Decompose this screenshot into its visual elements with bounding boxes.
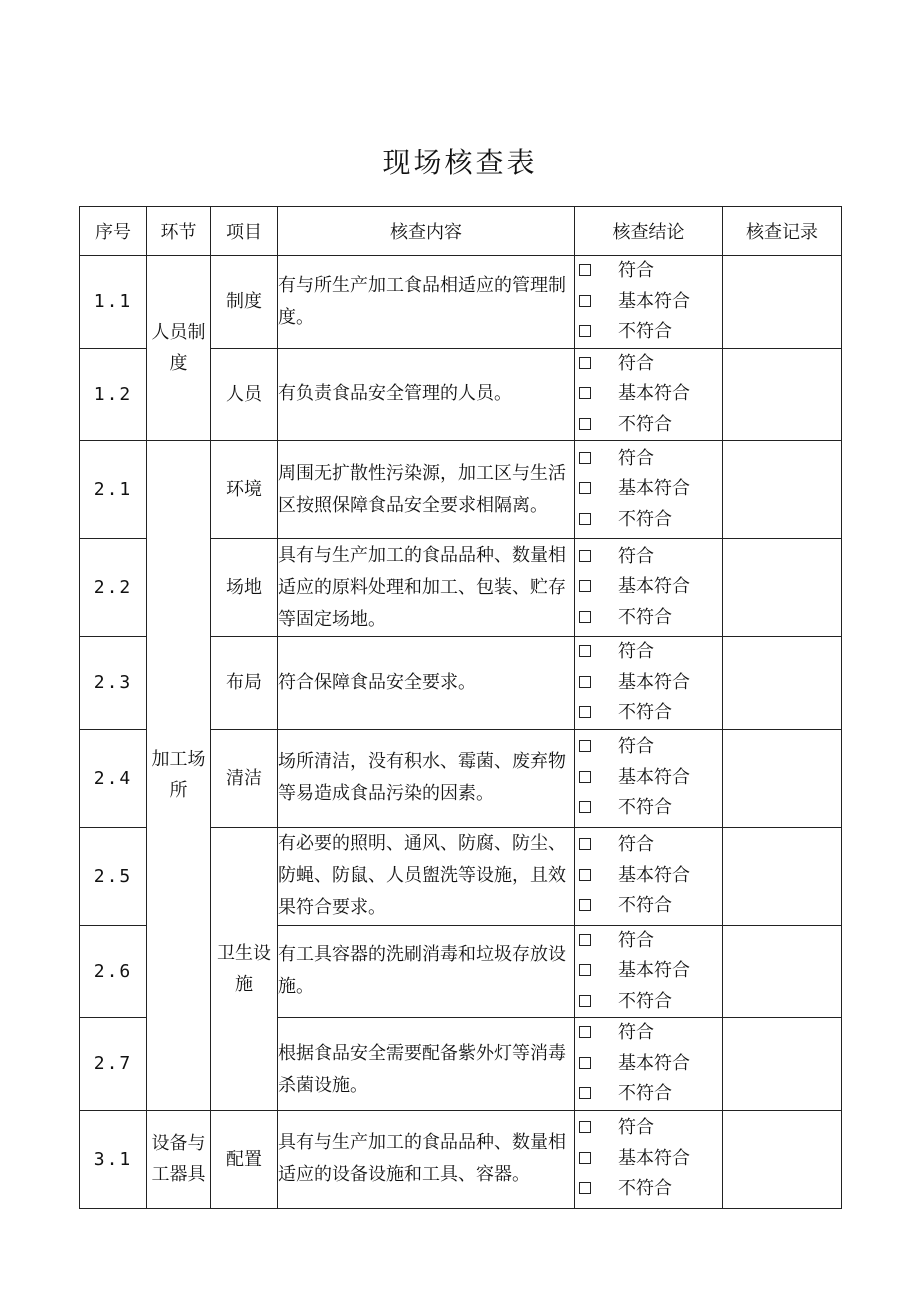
conclusion-option[interactable] (575, 410, 722, 441)
option-label: 符合 (618, 641, 654, 662)
conclusion-option[interactable] (575, 637, 722, 668)
header-item: 项目 (211, 207, 278, 256)
conclusion-option[interactable] (575, 317, 722, 348)
conclusion-option[interactable] (575, 287, 722, 318)
row-seq: 2.3 (80, 637, 147, 730)
checkbox-icon[interactable] (579, 513, 591, 525)
conclusion-option[interactable] (575, 572, 722, 603)
content-cell: 具有与生产加工的食品品种、数量相适应的原料处理和加工、包装、贮存等固定场地。 (278, 539, 575, 637)
conclusion-option[interactable] (575, 1174, 722, 1205)
conclusion-option[interactable] (575, 891, 722, 922)
conclusion-option[interactable] (575, 1144, 722, 1175)
checkbox-icon[interactable] (579, 1152, 591, 1164)
record-cell[interactable] (723, 348, 842, 441)
content-cell: 具有与生产加工的食品品种、数量相适应的设备设施和工具、容器。 (278, 1110, 575, 1208)
checkbox-icon[interactable] (579, 387, 591, 399)
checkbox-icon[interactable] (579, 550, 591, 562)
option-label: 符合 (618, 929, 654, 951)
checkbox-icon[interactable] (579, 452, 591, 464)
inspection-table (79, 206, 842, 1209)
header-content: 核查内容 (278, 207, 575, 256)
content-cell: 根据食品安全需要配备紫外灯等消毒杀菌设施。 (278, 1018, 575, 1111)
conclusion-option[interactable] (575, 1113, 722, 1144)
record-cell[interactable] (723, 729, 842, 827)
option-label: 不符合 (618, 508, 672, 530)
checkbox-icon[interactable] (579, 706, 591, 718)
conclusion-option[interactable] (575, 349, 722, 380)
option-label: 不符合 (618, 321, 672, 342)
option-label: 基本符合 (618, 671, 690, 693)
conclusion-cell (575, 729, 723, 827)
row-seq: 3.1 (80, 1110, 147, 1208)
conclusion-option[interactable] (575, 861, 722, 892)
conclusion-cell (575, 348, 723, 441)
item-cell: 布局 (211, 637, 278, 730)
row-seq: 1.2 (80, 348, 147, 441)
checkbox-icon[interactable] (579, 801, 591, 813)
checkbox-icon[interactable] (579, 1057, 591, 1069)
conclusion-option[interactable] (575, 956, 722, 987)
checkbox-icon[interactable] (579, 580, 591, 592)
header-row (80, 207, 842, 256)
option-label: 基本符合 (618, 383, 690, 404)
option-label: 符合 (618, 447, 654, 469)
option-label: 基本符合 (618, 290, 690, 312)
checkbox-icon[interactable] (579, 1182, 591, 1194)
record-cell[interactable] (723, 1110, 842, 1208)
conclusion-cell (575, 1110, 723, 1208)
content-cell: 有工具容器的洗刷消毒和垃圾存放设施。 (278, 925, 575, 1018)
row-seq: 2.5 (80, 827, 147, 925)
option-label: 不符合 (618, 1083, 672, 1104)
conclusion-option[interactable] (575, 1049, 722, 1080)
checkbox-icon[interactable] (579, 771, 591, 783)
row-seq: 2.6 (80, 925, 147, 1018)
option-label: 不符合 (618, 413, 672, 435)
option-label: 基本符合 (618, 478, 690, 500)
checkbox-icon[interactable] (579, 482, 591, 494)
checkbox-icon[interactable] (579, 264, 591, 276)
option-label: 基本符合 (618, 766, 690, 788)
row-seq: 1.1 (80, 256, 147, 349)
conclusion-option[interactable] (575, 926, 722, 957)
option-label: 不符合 (618, 895, 672, 917)
option-label: 符合 (618, 736, 654, 758)
record-cell[interactable] (723, 637, 842, 730)
item-cell: 环境 (211, 441, 278, 539)
record-cell[interactable] (723, 256, 842, 349)
item-cell: 人员 (211, 348, 278, 441)
content-cell: 周围无扩散性污染源，加工区与生活区按照保障食品安全要求相隔离。 (278, 441, 575, 539)
option-label: 符合 (618, 834, 654, 856)
checkbox-icon[interactable] (579, 838, 591, 850)
option-label: 符合 (618, 545, 654, 567)
page-title: 现场核查表 (382, 146, 538, 179)
conclusion-option[interactable] (575, 1079, 722, 1110)
checkbox-icon[interactable] (579, 740, 591, 752)
content-cell: 符合保障食品安全要求。 (278, 637, 575, 730)
option-label: 基本符合 (618, 576, 690, 598)
content-cell: 场所清洁，没有积水、霉菌、废弃物等易造成食品污染的因素。 (278, 729, 575, 827)
checkbox-icon[interactable] (579, 899, 591, 911)
conclusion-option[interactable] (575, 505, 722, 536)
checkbox-icon[interactable] (579, 418, 591, 430)
table-row (80, 256, 842, 349)
checkbox-icon[interactable] (579, 325, 591, 337)
row-seq: 2.4 (80, 729, 147, 827)
option-label: 符合 (618, 1022, 654, 1043)
header-conclusion: 核查结论 (575, 207, 723, 256)
conclusion-cell (575, 827, 723, 925)
item-cell: 制度 (211, 256, 278, 349)
header-record: 核查记录 (723, 207, 842, 256)
conclusion-cell (575, 441, 723, 539)
checkbox-icon[interactable] (579, 295, 591, 307)
conclusion-option[interactable] (575, 763, 722, 794)
option-label: 符合 (618, 260, 654, 281)
conclusion-option[interactable] (575, 668, 722, 699)
checkbox-icon[interactable] (579, 676, 591, 688)
option-label: 基本符合 (618, 864, 690, 886)
stage-processing-site: 加工场所 (147, 441, 211, 1111)
row-seq: 2.2 (80, 539, 147, 637)
row-seq: 2.7 (80, 1018, 147, 1111)
header-stage: 环节 (147, 207, 211, 256)
checkbox-icon[interactable] (579, 869, 591, 881)
stage-personnel: 人员制度 (147, 256, 211, 441)
checkbox-icon[interactable] (579, 1026, 591, 1038)
conclusion-option[interactable] (575, 542, 722, 573)
option-label: 符合 (618, 352, 654, 374)
option-label: 符合 (618, 1117, 654, 1139)
conclusion-option[interactable] (575, 256, 722, 287)
record-cell[interactable] (723, 539, 842, 637)
conclusion-cell (575, 256, 723, 349)
option-label: 不符合 (618, 606, 672, 628)
checkbox-icon[interactable] (579, 611, 591, 623)
checkbox-icon[interactable] (579, 645, 591, 657)
conclusion-option[interactable] (575, 1018, 722, 1049)
record-cell[interactable] (723, 827, 842, 925)
option-label: 基本符合 (618, 1147, 690, 1169)
item-cell: 场地 (211, 539, 278, 637)
checkbox-icon[interactable] (579, 1087, 591, 1099)
conclusion-option[interactable] (575, 474, 722, 505)
record-cell[interactable] (723, 441, 842, 539)
checkbox-icon[interactable] (579, 995, 591, 1007)
option-label: 不符合 (618, 797, 672, 819)
item-cell: 配置 (211, 1110, 278, 1208)
conclusion-cell (575, 1018, 723, 1111)
conclusion-cell (575, 637, 723, 730)
stage-equipment: 设备与工器具 (147, 1110, 211, 1208)
conclusion-option[interactable] (575, 603, 722, 634)
option-label: 不符合 (618, 702, 672, 723)
table-row (80, 1110, 842, 1208)
table-row (80, 441, 842, 539)
content-cell: 有与所生产加工食品相适应的管理制度。 (278, 256, 575, 349)
record-cell[interactable] (723, 925, 842, 1018)
conclusion-cell (575, 925, 723, 1018)
conclusion-option[interactable] (575, 793, 722, 824)
conclusion-option[interactable] (575, 987, 722, 1018)
conclusion-option[interactable] (575, 379, 722, 410)
checkbox-icon[interactable] (579, 934, 591, 946)
option-label: 基本符合 (618, 1052, 690, 1074)
checkbox-icon[interactable] (579, 964, 591, 976)
item-cell: 卫生设施 (211, 827, 278, 1110)
content-cell: 有必要的照明、通风、防腐、防尘、防蝇、防鼠、人员盥洗等设施，且效果符合要求。 (278, 827, 575, 925)
record-cell[interactable] (723, 1018, 842, 1111)
header-seq: 序号 (80, 207, 147, 256)
option-label: 基本符合 (618, 960, 690, 981)
conclusion-option[interactable] (575, 444, 722, 475)
content-cell: 有负责食品安全管理的人员。 (278, 348, 575, 441)
row-seq: 2.1 (80, 441, 147, 539)
conclusion-option[interactable] (575, 698, 722, 729)
conclusion-cell (575, 539, 723, 637)
conclusion-option[interactable] (575, 830, 722, 861)
item-cell: 清洁 (211, 729, 278, 827)
option-label: 不符合 (618, 990, 672, 1012)
option-label: 不符合 (618, 1178, 672, 1200)
checkbox-icon[interactable] (579, 1121, 591, 1133)
checkbox-icon[interactable] (579, 357, 591, 369)
conclusion-option[interactable] (575, 732, 722, 763)
